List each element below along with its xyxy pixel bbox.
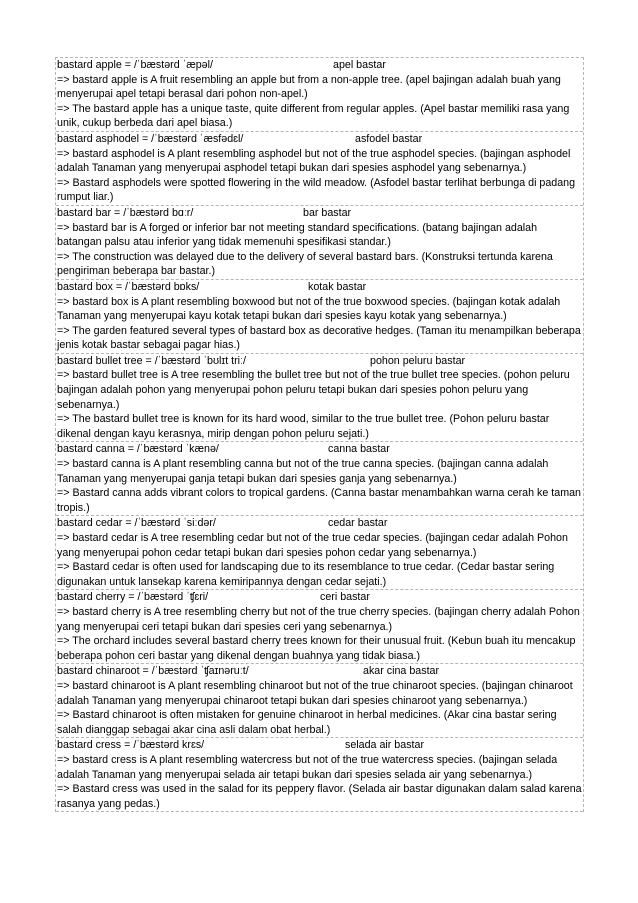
entry-definition: => bastard chinaroot is A plant resembling chinaroot but not of the true chinaroot species. (bajingan chinaroot adalah Tanaman yang menyerupai chinaroot tetapi bukan dari spesies chinaroot yang sebenarnya.) xyxy=(57,679,573,707)
entry-bastard-bullet-tree xyxy=(56,354,583,443)
entry-translation: pohon peluru bastar xyxy=(370,354,466,367)
entry-term: bastard bullet tree = /ˈbæstərd ˈbʊlɪt triː/ xyxy=(57,354,246,367)
entry-header xyxy=(57,280,582,295)
entry-header xyxy=(57,664,582,679)
entry-header xyxy=(57,206,582,221)
entry-translation: bar bastar xyxy=(303,206,352,219)
entry-bastard-box xyxy=(56,280,583,354)
entry-example: => Bastard canna adds vibrant colors to tropical gardens. (Canna bastar menambahkan warna cerah ke taman tropis.) xyxy=(57,487,581,514)
entry-definition: => bastard cedar is A tree resembling cedar but not of the true cedar species. (bajingan cedar adalah Pohon yang menyerupai pohon cedar tetapi bukan dari spesies pohon cedar yang sebenarnya.) xyxy=(57,532,568,559)
entry-header xyxy=(57,590,582,605)
entry-term: bastard cherry = /ˈbæstərd ˈʧɛri/ xyxy=(57,591,209,604)
entry-translation: ceri bastar xyxy=(320,591,370,604)
entry-definition: => bastard cress is A plant resembling watercress but not of the true watercress species. (bajingan selada adalah Tanaman yang menyerupai selada air tetapi bukan dari spesies selada air yang sebenarnya.) xyxy=(57,753,558,781)
entry-bastard-cherry xyxy=(56,590,583,664)
entry-translation: asfodel bastar xyxy=(355,132,423,145)
entry-example: => Bastard asphodels were spotted flowering in the wild meadow. (Asfodel bastar terlihat berbunga di padang rumput liar.) xyxy=(57,176,576,204)
entry-bastard-apple xyxy=(56,58,583,132)
entry-bastard-asphodel xyxy=(56,132,583,206)
entry-term: bastard box = /ˈbæstərd bɒks/ xyxy=(57,280,200,293)
entry-term: bastard chinaroot = /ˈbæstərd ˈʧaɪnəruːt/ xyxy=(57,665,249,678)
entry-translation: canna bastar xyxy=(328,443,390,456)
entry-header xyxy=(57,738,582,753)
entry-definition: => bastard canna is A plant resembling canna but not of the true canna species. (bajingan canna adalah Tanaman yang menyerupai ganja tetapi bukan dari spesies ganja yang sebenarnya.) xyxy=(57,458,549,485)
entry-bastard-cedar xyxy=(56,516,583,590)
entry-example: => The bastard apple has a unique taste, quite different from regular apples. (Apel bastar memiliki rasa yang unik, cukup berbeda dari apel biasa.) xyxy=(57,102,570,130)
entry-example: => The garden featured several types of bastard box as decorative hedges. (Taman itu menampilkan beberapa jenis kotak bastar sebagai pagar hias.) xyxy=(57,324,581,352)
entry-bastard-chinaroot xyxy=(56,664,583,738)
entry-translation: cedar bastar xyxy=(328,517,388,530)
entry-translation: selada air bastar xyxy=(345,739,425,752)
dictionary-page xyxy=(55,57,584,812)
entry-definition: => bastard cherry is A tree resembling cherry but not of the true cherry species. (bajingan cherry adalah Pohon yang menyerupai ceri tetapi bukan dari spesies ceri yang sebenarnya.) xyxy=(57,605,580,633)
entry-header xyxy=(57,442,582,457)
entry-definition: => bastard bullet tree is A tree resembling the bullet tree but not of the true bullet tree species. (pohon peluru bajingan adalah pohon yang menyerupai pohon peluru tetapi bukan dari spesies pohon peluru yang sebenarnya.) xyxy=(57,369,570,411)
entry-example: => Bastard cedar is often used for landscaping due to its resemblance to true cedar. (Cedar bastar sering digunakan untuk lansekap karena kemiripannya dengan cedar sejati.) xyxy=(57,561,555,588)
entry-example: => The orchard includes several bastard cherry trees known for their unusual fruit. (Kebun buah itu mencakup beberapa pohon ceri bastar yang dikenal dengan buahnya yang tidak biasa.) xyxy=(57,635,576,662)
entry-translation: kotak bastar xyxy=(308,280,367,293)
entry-term: bastard bar = /ˈbæstərd bɑːr/ xyxy=(57,206,194,219)
entry-term: bastard asphodel = /ˈbæstərd ˈæsfədɛl/ xyxy=(57,132,244,145)
entry-translation: akar cina bastar xyxy=(363,665,440,678)
entry-term: bastard cress = /ˈbæstərd krɛs/ xyxy=(57,739,205,752)
entry-example: => Bastard cress was used in the salad for its peppery flavor. (Selada air bastar digunakan dalam salad karena rasanya yang pedas.) xyxy=(57,783,582,810)
entry-translation: apel bastar xyxy=(333,59,386,71)
entry-definition: => bastard box is A plant resembling boxwood but not of the true boxwood species. (bajingan kotak adalah Tanaman yang menyerupai kayu kotak tetapi bukan dari spesies kayu kotak yang sebenarnya.) xyxy=(57,295,561,323)
entry-bastard-bar xyxy=(56,206,583,280)
entry-example: => Bastard chinaroot is often mistaken for genuine chinaroot in herbal medicines. (Akar cina bastar sering salah dianggap sebagai akar cina asli dalam obat herbal.) xyxy=(57,709,557,736)
entry-bastard-cress xyxy=(56,738,583,812)
entry-header xyxy=(57,58,582,73)
entry-bastard-canna xyxy=(56,442,583,516)
entry-definition: => bastard asphodel is A plant resembling asphodel but not of the true asphodel species. (bajingan asphodel adalah Tanaman yang menyerupai asphodel tetapi bukan dari spesies asphodel yang sebenarnya.) xyxy=(57,147,571,175)
entry-term: bastard canna = /ˈbæstərd ˈkænə/ xyxy=(57,443,219,456)
entry-header xyxy=(57,354,582,369)
entry-header xyxy=(57,516,582,531)
entry-term: bastard apple = /ˈbæstərd ˈæpəl/ xyxy=(57,59,213,71)
entry-example: => The bastard bullet tree is known for its hard wood, similar to the true bullet tree. (Pohon peluru bastar dikenal dengan kayu kerasnya, mirip dengan pohon peluru sejati.) xyxy=(57,413,550,440)
entry-header xyxy=(57,132,582,147)
entry-definition: => bastard bar is A forged or inferior bar not meeting standard specifications. (batang bajingan adalah batangan palsu atau inferior yang tidak memenuhi spesifikasi standar.) xyxy=(57,221,538,249)
entry-definition: => bastard apple is A fruit resembling an apple but from a non-apple tree. (apel bajingan adalah buah yang menyerupai apel tetapi berasal dari pohon non-apel.) xyxy=(57,73,561,101)
entry-example: => The construction was delayed due to the delivery of several bastard bars. (Konstruksi tertunda karena pengiriman beberapa bar bastar.) xyxy=(57,250,553,278)
entry-term: bastard cedar = /ˈbæstərd ˈsiːdər/ xyxy=(57,517,216,530)
